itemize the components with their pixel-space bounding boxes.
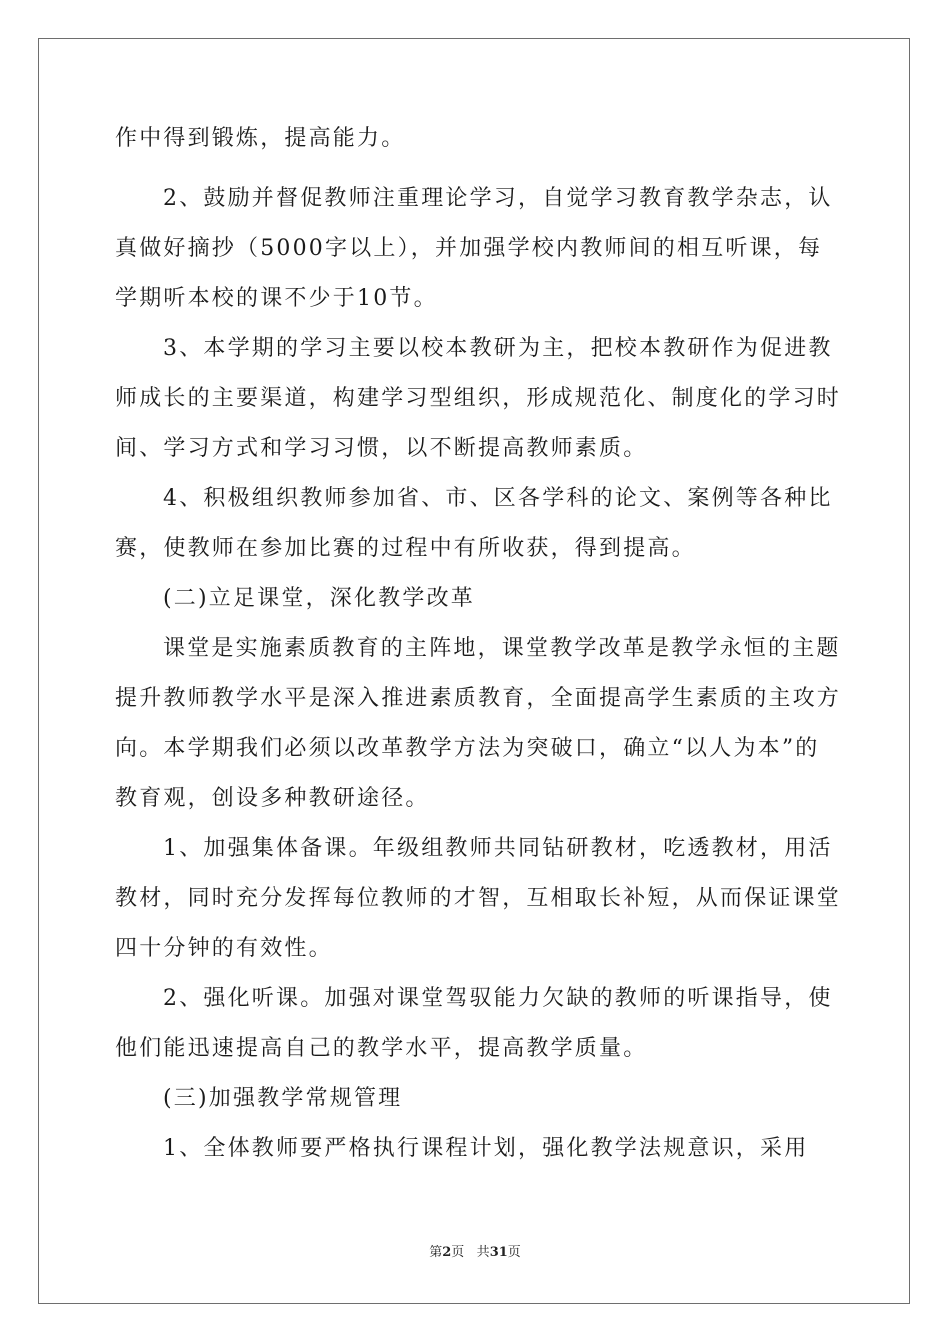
total-suffix: 页: [507, 1245, 521, 1260]
text-line: 提升教师教学水平是深入推进素质教育，全面提高学生素质的主攻方: [115, 686, 842, 711]
text-line: 赛，使教师在参加比赛的过程中有所收获，得到提高。: [115, 536, 696, 561]
text-line: 他们能迅速提高自己的教学水平，提高教学质量。: [115, 1036, 648, 1061]
text-line: 课堂是实施素质教育的主阵地，课堂教学改革是教学永恒的主题: [163, 636, 841, 661]
text-line: 教材，同时充分发挥每位教师的才智，互相取长补短，从而保证课堂: [115, 886, 842, 911]
text-line: 学期听本校的课不少于10节。: [115, 286, 438, 311]
text-line: 向。本学期我们必须以改革教学方法为突破口，确立“以人为本”的: [115, 736, 820, 761]
total-prefix: 共: [476, 1245, 490, 1260]
text-line: 真做好摘抄（5000字以上），并加强学校内教师间的相互听课，每: [115, 236, 823, 261]
text-line: 1、加强集体备课。年级组教师共同钻研教材，吃透教材，用活: [163, 836, 833, 861]
text-line: 师成长的主要渠道，构建学习型组织，形成规范化、制度化的学习时: [115, 386, 842, 411]
page-suffix: 页: [451, 1245, 465, 1260]
text-line: 四十分钟的有效性。: [115, 936, 333, 961]
page-number: 2: [442, 1245, 452, 1260]
page-border: [38, 38, 910, 1304]
page-prefix: 第: [429, 1245, 443, 1260]
page-footer: [0, 1245, 950, 1261]
text-line: 2、鼓励并督促教师注重理论学习，自觉学习教育教学杂志，认: [163, 186, 833, 211]
text-line: 间、学习方式和学习习惯，以不断提高教师素质。: [115, 436, 648, 461]
section-heading: (三)加强教学常规管理: [163, 1086, 403, 1111]
total-pages: 31: [489, 1245, 508, 1260]
text-line: 4、积极组织教师参加省、市、区各学科的论文、案例等各种比: [163, 486, 833, 511]
section-heading: (二)立足课堂，深化教学改革: [163, 586, 475, 611]
text-line: 2、强化听课。加强对课堂驾驭能力欠缺的教师的听课指导，使: [163, 986, 833, 1011]
text-line: 3、本学期的学习主要以校本教研为主，把校本教研作为促进教: [163, 336, 833, 361]
text-line: 1、全体教师要严格执行课程计划，强化教学法规意识，采用: [163, 1136, 809, 1161]
text-line: 教育观，创设多种教研途径。: [115, 786, 430, 811]
text-line: 作中得到锻炼，提高能力。: [115, 126, 406, 151]
